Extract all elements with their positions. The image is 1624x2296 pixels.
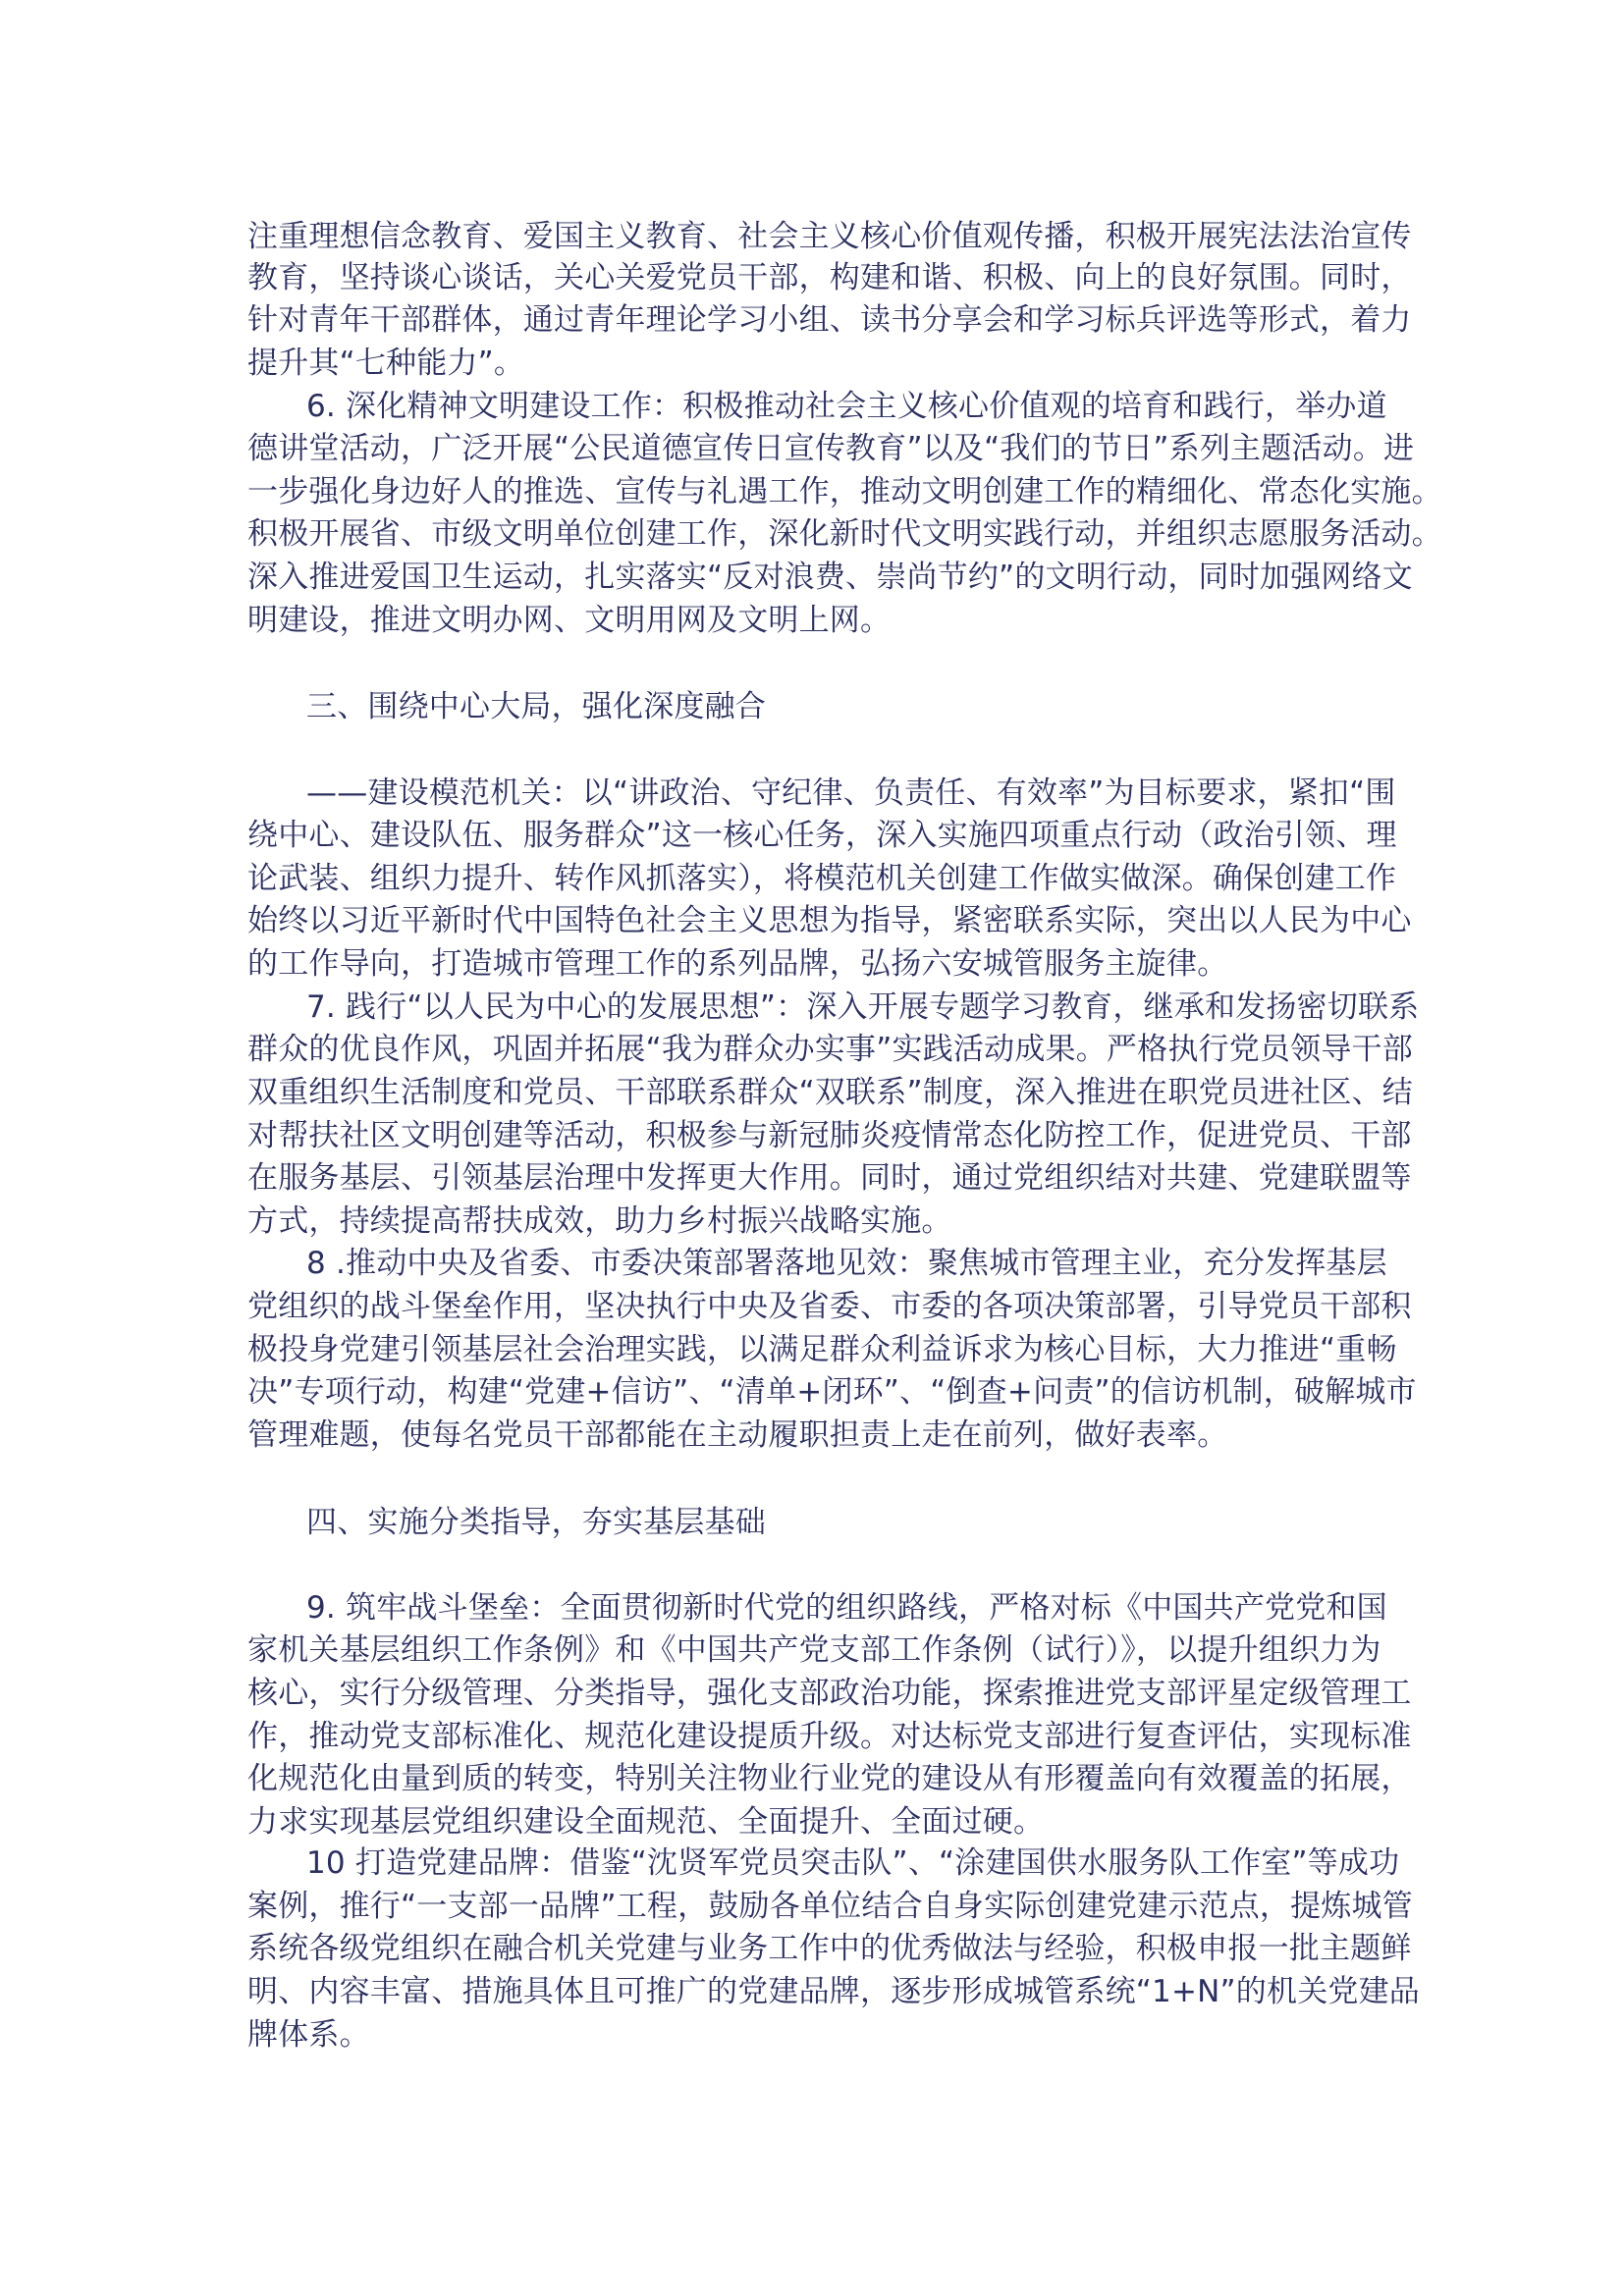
body-text-line: 绕中心、建设队伍、服务群众”这一核心任务，深入实施四项重点行动（政治引领、理 [247, 818, 1397, 853]
body-text-line: 的工作导向，打造城市管理工作的系列品牌，弘扬六安城管服务主旋律。 [247, 946, 1228, 982]
section-heading-3: 三、围绕中心大局，强化深度融合 [306, 689, 766, 724]
body-text-line: 方式，持续提高帮扶成效，助力乡村振兴战略实施。 [247, 1203, 952, 1239]
body-text-line: 案例，推行“一支部一品牌”工程，鼓励各单位结合自身实际创建党建示范点，提炼城管 [247, 1889, 1413, 1924]
body-text-line: 一步强化身边好人的推选、宣传与礼遇工作，推动文明创建工作的精细化、常态化实施。 [247, 474, 1442, 509]
item-10-text: 10 打造党建品牌：借鉴“沈贤军党员突击队”、“涂建国供水服务队工作室”等成功 [306, 1845, 1400, 1881]
body-text-line: 德讲堂活动，广泛开展“公民道德宣传日宣传教育”以及“我们的节日”系列主题活动。进 [247, 431, 1415, 466]
body-text-line: 群众的优良作风，巩固并拓展“我为群众办实事”实践活动成果。严格执行党员领导干部 [247, 1032, 1413, 1067]
body-text-line: 明建设，推进文明办网、文明用网及文明上网。 [247, 603, 892, 638]
item-8-text: 8 .推动中央及省委、市委决策部署落地见效：聚焦城市管理主业，充分发挥基层 [306, 1246, 1387, 1281]
item-6-text: 6. 深化精神文明建设工作：积极推动社会主义核心价值观的培育和践行，举办道 [306, 389, 1387, 424]
body-text-line: 化规范化由量到质的转变，特别关注物业行业党的建设从有形覆盖向有效覆盖的拓展， [247, 1761, 1412, 1796]
body-text-line: 作，推动党支部标准化、规范化建设提质升级。对达标党支部进行复查评估，实现标准 [247, 1719, 1412, 1754]
body-text-line: 决”专项行动，构建“党建+信访”、“清单+闭环”、“倒查+问责”的信访机制，破解城市 [247, 1374, 1417, 1410]
body-text-line: 管理难题，使每名党员干部都能在主动履职担责上走在前列，做好表率。 [247, 1417, 1228, 1453]
body-text-line: 深入推进爱国卫生运动，扎实落实“反对浪费、崇尚节约”的文明行动，同时加强网络文 [247, 560, 1413, 595]
body-text-line: 力求实现基层党组织建设全面规范、全面提升、全面过硬。 [247, 1804, 1045, 1840]
model-organ-text: ——建设模范机关：以“讲政治、守纪律、负责任、有效率”为目标要求，紧扣“围 [306, 775, 1396, 811]
body-text-line: 教育，坚持谈心谈话，关心关爱党员干部，构建和谐、积极、向上的良好氛围。同时， [247, 260, 1412, 295]
body-text-line: 积极开展省、市级文明单位创建工作，深化新时代文明实践行动，并组织志愿服务活动。 [247, 516, 1442, 552]
body-text-line: 明、内容丰富、措施具体且可推广的党建品牌，逐步形成城管系统“1+N”的机关党建品 [247, 1974, 1421, 2009]
body-text-line: 党组织的战斗堡垒作用，坚决执行中央及省委、市委的各项决策部署，引导党员干部积 [247, 1289, 1412, 1324]
body-text-line: 对帮扶社区文明创建等活动，积极参与新冠肺炎疫情常态化防控工作，促进党员、干部 [247, 1118, 1412, 1153]
body-text-line: 论武装、组织力提升、转作风抓落实），将模范机关创建工作做实做深。确保创建工作 [247, 861, 1397, 896]
body-text-line: 在服务基层、引领基层治理中发挥更大作用。同时，通过党组织结对共建、党建联盟等 [247, 1160, 1412, 1196]
item-7-text: 7. 践行“以人民为中心的发展思想”：深入开展专题学习教育，继承和发扬密切联系 [306, 989, 1420, 1025]
body-text-line: 针对青年干部群体，通过青年理论学习小组、读书分享会和学习标兵评选等形式，着力 [247, 302, 1412, 338]
body-text-line: 注重理想信念教育、爱国主义教育、社会主义核心价值观传播，积极开展宪法法治宣传 [247, 219, 1412, 254]
body-text-line: 始终以习近平新时代中国特色社会主义思想为指导，紧密联系实际，突出以人民为中心 [247, 903, 1412, 938]
body-text-line: 核心，实行分级管理、分类指导，强化支部政治功能，探索推进党支部评星定级管理工 [247, 1676, 1412, 1711]
body-text-line: 极投身党建引领基层社会治理实践，以满足群众利益诉求为核心目标，大力推进“重畅 [247, 1332, 1397, 1367]
body-text-line: 系统各级党组织在融合机关党建与业务工作中的优秀做法与经验，积极申报一批主题鲜 [247, 1931, 1412, 1966]
item-9-text: 9. 筑牢战斗堡垒：全面贯彻新时代党的组织路线，严格对标《中国共产党党和国 [306, 1590, 1387, 1626]
body-text-line: 牌体系。 [247, 2017, 370, 2053]
body-text-line: 双重组织生活制度和党员、干部联系群众“双联系”制度，深入推进在职党员进社区、结 [247, 1075, 1413, 1110]
body-text-line: 家机关基层组织工作条例》和《中国共产党支部工作条例（试行）》，以提升组织力为 [247, 1632, 1381, 1668]
body-text-line: 提升其“七种能力”。 [247, 346, 525, 381]
section-heading-4: 四、实施分类指导，夯实基层基础 [306, 1505, 766, 1540]
